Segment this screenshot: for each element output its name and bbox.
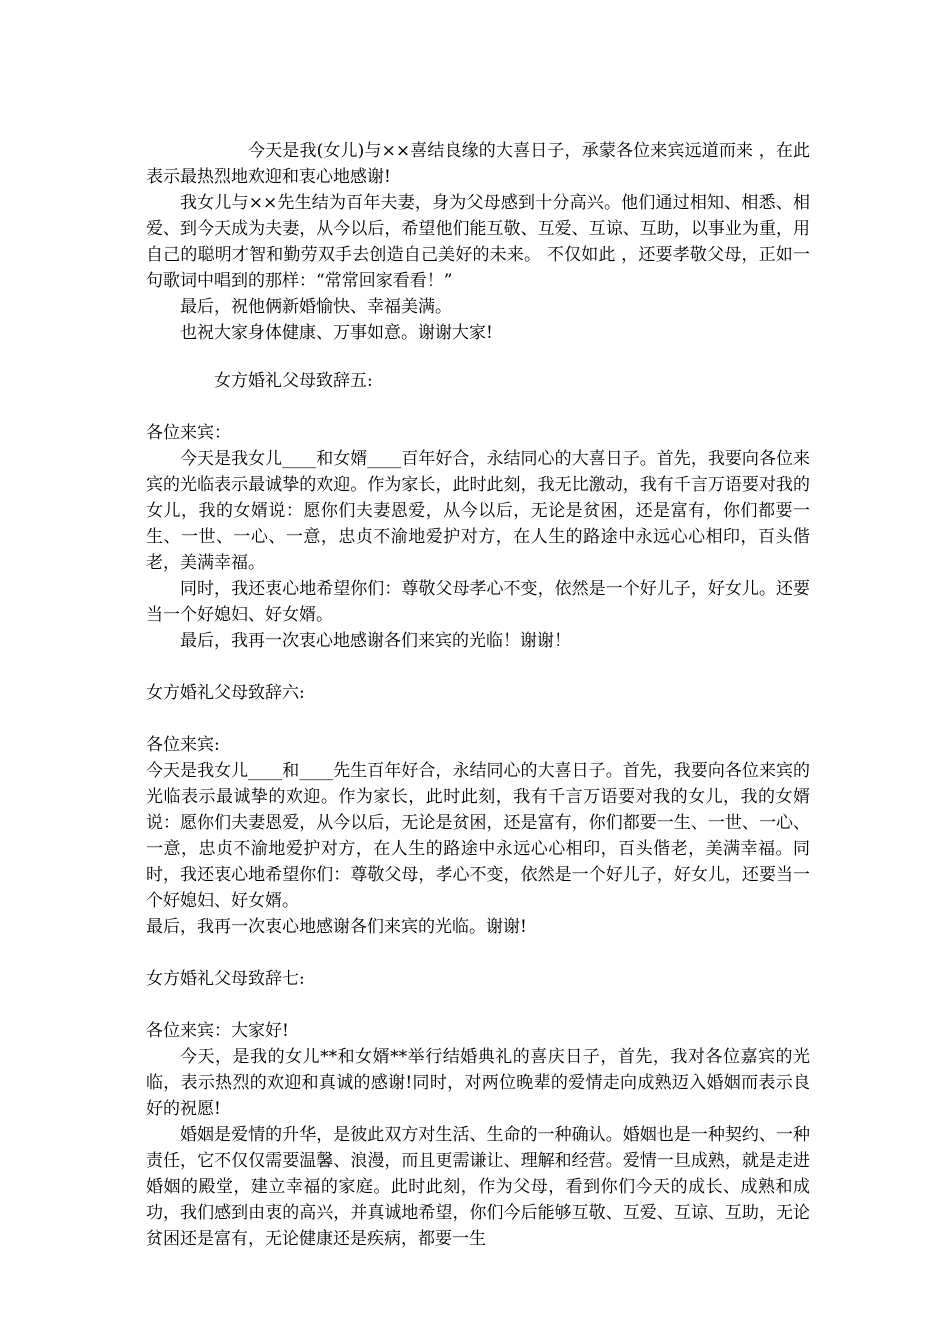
paragraph: 也祝大家身体健康、万事如意。谢谢大家! (180, 323, 493, 343)
paragraph: 婚姻是爱情的升华，是彼此双方对生活、生命的一种确认。婚姻也是一种契约、一种责任，它不仅仅需要温馨、浪漫，而且更需谦让、理解和经营。爱情一旦成熟，就是走进婚姻的殿堂，建立幸福的家庭。此时此刻，作为父母，看到你们今天的成长、成熟和成功，我们感到由衷的高兴，并真诚地希望，你们今后能够互敬、互爱、互谅、互助，无论贫困还是富有，无论健康还是疾病，都要一生 (146, 1125, 810, 1249)
paragraph: 今天是我女儿____和女婿____百年好合，永结同心的大喜日子。首先，我要向各位来宾的光临表示最诚挚的欢迎。作为家长，此时此刻，我无比激动，我有千言万语要对我的女儿，我的女婿说：愿你们夫妻恩爱，从今以后，无论是贫困，还是富有，你们都要一生、一世、一心、一意，忠贞不渝地爱护对方，在人生的路途中永远心心相印，百头偕老，美满幸福。 (146, 449, 810, 573)
greeting: 各位来宾：大家好! (146, 1021, 289, 1041)
paragraph: 今天是我(女儿)与××喜结良缘的大喜日子，承蒙各位来宾远道而来 ，在此表示最热烈地欢迎和衷心地感谢! (146, 141, 810, 187)
section-title: 女方婚礼父母致辞六: (146, 683, 305, 703)
document-body (146, 138, 810, 1252)
paragraph: 同时，我还衷心地希望你们：尊敬父母孝心不变，依然是一个好儿子，好女儿。还要当一个好媳妇、好女婿。 (146, 579, 810, 625)
greeting: 各位来宾: (146, 735, 220, 755)
paragraph: 今天是我女儿____和____先生百年好合，永结同心的大喜日子。首先，我要向各位来宾的光临表示最诚挚的欢迎。作为家长，此时此刻，我有千言万语要对我的女儿，我的女婿说：愿你们夫妻恩爱，从今以后，无论是贫困，还是富有，你们都要一生、一世、一心、一意，忠贞不渝地爱护对方，在人生的路途中永远心心相印，百头偕老，美满幸福。同时，我还衷心地希望你们：尊敬父母，孝心不变，依然是一个好儿子，好女儿，还要当一个好媳妇、好女婿。 (146, 761, 810, 911)
paragraph: 我女儿与××先生结为百年夫妻，身为父母感到十分高兴。他们通过相知、相悉、相爱、到今天成为夫妻，从今以后，希望他们能互敬、互爱、互谅、互助，以事业为重，用自己的聪明才智和勤劳双手去创造自己美好的未来。 不仅如此 ，还要孝敬父母，正如一句歌词中唱到的那样：“常常回家看看！” (146, 193, 810, 291)
greeting: 各位来宾： (146, 423, 231, 443)
paragraph: 最后，我再一次衷心地感谢各们来宾的光临！谢谢！ (180, 631, 571, 651)
paragraph: 今天，是我的女儿**和女婿**举行结婚典礼的喜庆日子，首先，我对各位嘉宾的光临，表示热烈的欢迎和真诚的感谢!同时，对两位晚辈的爱情走向成熟迈入婚姻而表示良好的祝愿! (146, 1047, 810, 1119)
section-title: 女方婚礼父母致辞七: (146, 969, 305, 989)
paragraph: 最后，我再一次衷心地感谢各们来宾的光临。谢谢! (146, 917, 527, 937)
section-title: 女方婚礼父母致辞五: (214, 371, 373, 391)
paragraph: 最后，祝他俩新婚愉快、幸福美满。 (180, 297, 452, 317)
